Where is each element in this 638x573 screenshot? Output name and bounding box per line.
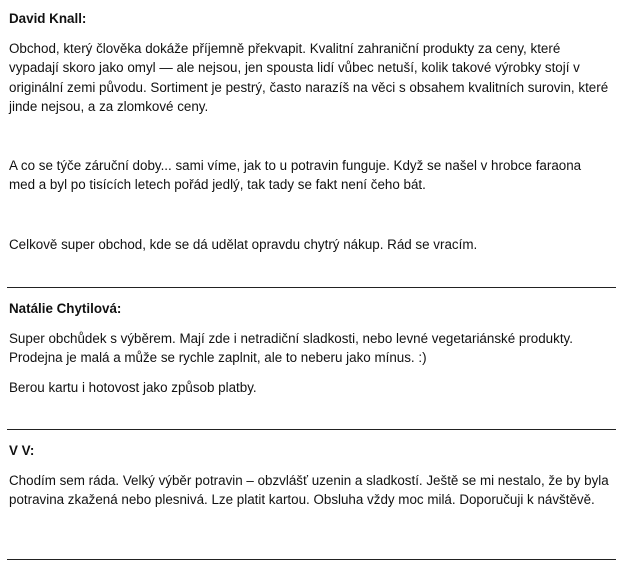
review-paragraph: Berou kartu i hotovost jako způsob platby.: [9, 379, 257, 395]
review-paragraph: A co se týče záruční doby... sami víme, jak to u potravin funguje. Když se našel v hrobce faraona med a byl po tisících letech pořád jedlý, tak tady se fakt není čeho bát.: [9, 157, 582, 192]
review-david-knall: [9, 9, 609, 254]
review-author: Natálie Chytilová:: [9, 301, 122, 316]
review-natalie-chytilova: [9, 299, 609, 397]
review-divider: [7, 429, 616, 430]
review-paragraph: Celkově super obchod, kde se dá udělat opravdu chytrý nákup. Rád se vracím.: [9, 236, 478, 252]
review-author: V V:: [9, 443, 35, 458]
review-paragraph: Super obchůdek s výběrem. Mají zde i netradiční sladkosti, nebo levné vegetariánské produkty. Prodejna je malá a může se rychle zaplnit, ale to neberu jako mínus. :): [9, 330, 573, 365]
review-divider: [7, 559, 616, 560]
review-divider: [7, 287, 616, 288]
review-author: David Knall:: [9, 11, 87, 26]
review-v-v: [9, 441, 609, 510]
review-paragraph: Chodím sem ráda. Velký výběr potravin – obzvlášť uzenin a sladkostí. Ještě se mi nestalo, že by byla potravina zkažená nebo plesnivá. Lze platit kartou. Obsluha vždy moc milá. Doporučuji k návštěvě.: [9, 472, 609, 507]
review-paragraph: Obchod, který člověka dokáže příjemně překvapit. Kvalitní zahraniční produkty za ceny, které vypadají skoro jako omyl — ale nejsou, jen spousta lidí vůbec netuší, kolik takové výrobky stojí v originální zemi původu. Sortiment je pestrý, často narazíš na věci s obsahem kvalitních surovin, které jinde nejsou, a za zlomkové ceny.: [9, 40, 609, 114]
